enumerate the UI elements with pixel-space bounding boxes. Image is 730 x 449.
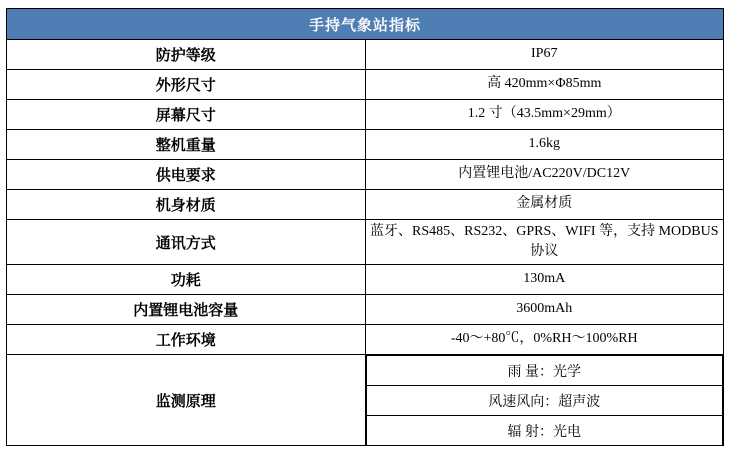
table-row (7, 100, 724, 130)
row-label-screen-size: 屏幕尺寸 (7, 100, 366, 130)
table-row (7, 220, 724, 265)
row-value-dimensions: 高 420mm×Φ85mm (365, 70, 724, 100)
list-item (366, 386, 723, 416)
list-item (366, 356, 723, 386)
table-row (7, 265, 724, 295)
table-row (7, 190, 724, 220)
row-label-power-consumption: 功耗 (7, 265, 366, 295)
row-label-dimensions: 外形尺寸 (7, 70, 366, 100)
principle-item-rainfall: 雨 量：光学 (366, 356, 723, 386)
row-value-weight: 1.6kg (365, 130, 724, 160)
row-label-communication: 通讯方式 (7, 220, 366, 265)
table-row (7, 130, 724, 160)
table-title-row (7, 9, 724, 40)
row-value-screen-size: 1.2 寸（43.5mm×29mm） (365, 100, 724, 130)
handheld-weather-station-spec-table (6, 8, 724, 446)
row-value-monitoring-principle (365, 355, 724, 446)
row-value-operating-environment: -40～+80℃，0%RH～100%RH (365, 325, 724, 355)
row-value-protection-level: IP67 (365, 40, 724, 70)
table-row (7, 295, 724, 325)
row-label-monitoring-principle: 监测原理 (7, 355, 366, 446)
row-value-communication: 蓝牙、RS485、RS232、GPRS、WIFI 等，支持 MODBUS 协议 (365, 220, 724, 265)
row-label-body-material: 机身材质 (7, 190, 366, 220)
row-value-power-supply: 内置锂电池/AC220V/DC12V (365, 160, 724, 190)
page-title: 手持气象站指标 (7, 9, 724, 40)
row-value-power-consumption: 130mA (365, 265, 724, 295)
row-label-protection-level: 防护等级 (7, 40, 366, 70)
monitoring-principle-sublist (366, 355, 724, 445)
principle-item-radiation: 辐 射：光电 (366, 416, 723, 446)
row-label-power-supply: 供电要求 (7, 160, 366, 190)
table-row (7, 325, 724, 355)
table-row (7, 160, 724, 190)
table-row (7, 70, 724, 100)
row-label-operating-environment: 工作环境 (7, 325, 366, 355)
table-row (7, 40, 724, 70)
row-label-weight: 整机重量 (7, 130, 366, 160)
table-row-monitoring-principle (7, 355, 724, 446)
row-value-battery-capacity: 3600mAh (365, 295, 724, 325)
row-value-body-material: 金属材质 (365, 190, 724, 220)
list-item (366, 416, 723, 446)
row-label-battery-capacity: 内置锂电池容量 (7, 295, 366, 325)
principle-item-wind: 风速风向：超声波 (366, 386, 723, 416)
